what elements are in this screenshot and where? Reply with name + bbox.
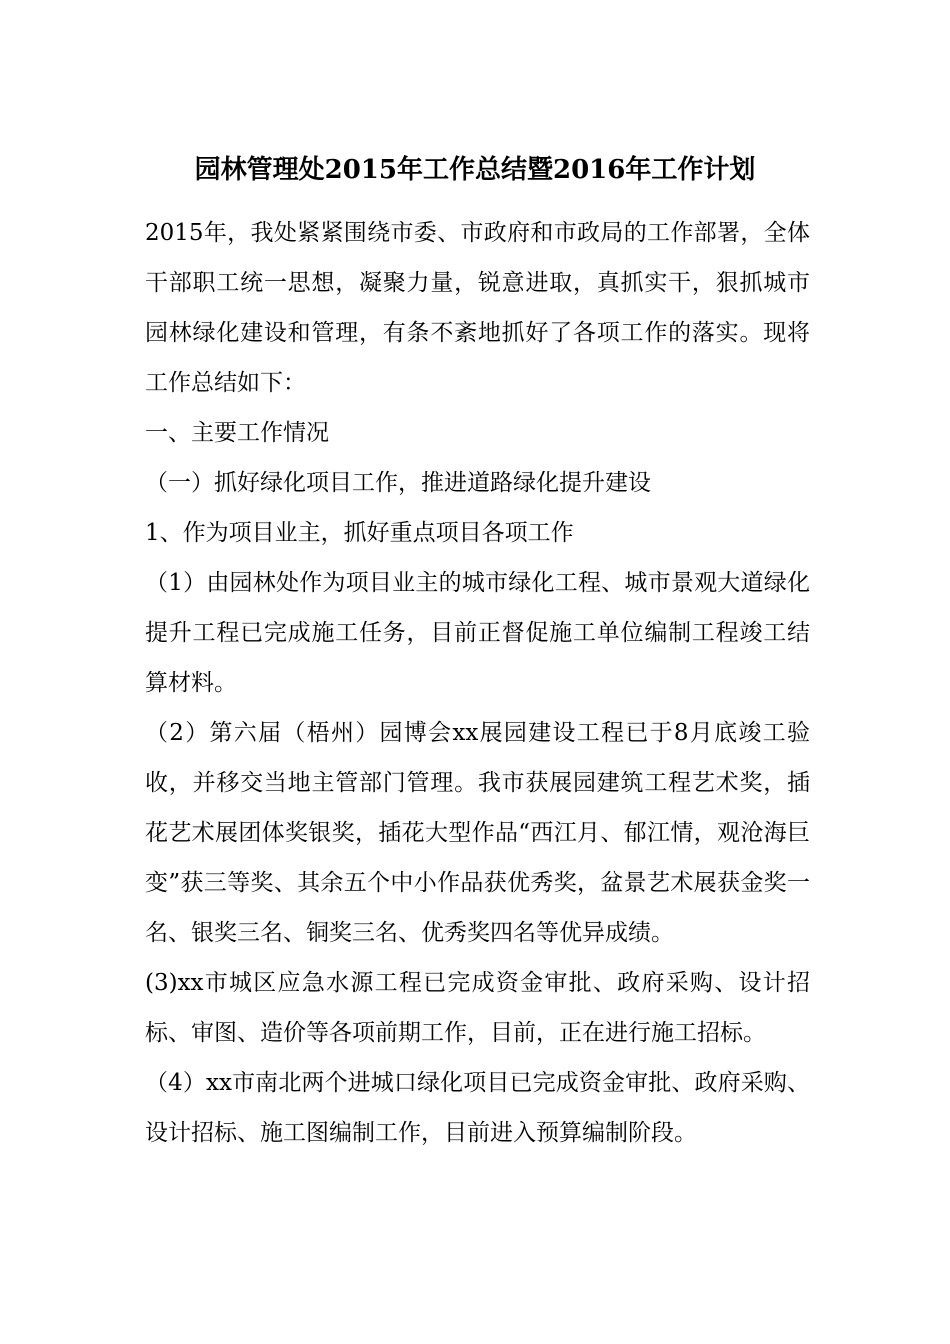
paragraph-intro: 2015年，我处紧紧围绕市委、市政府和市政局的工作部署，全体干部职工统一思想，凝聚力量，锐意进取，真抓实干，狠抓城市园林绿化建设和管理，有条不紊地抓好了各项工作的落实。现将工作总结如下： bbox=[145, 220, 810, 396]
paragraph-item-2: （2）第六届（梧州）园博会xx展园建设工程已于8月底竣工验收，并移交当地主管部门管理。我市获展园建筑工程艺术奖，插花艺术展团体奖银奖，插花大型作品“西江月、郁江情，观沧海巨变”获三等奖、其余五个中小作品获优秀奖，盆景艺术展获金奖一名、银奖三名、铜奖三名、优秀奖四名等优异成绩。 bbox=[145, 720, 810, 946]
paragraph-item-3: (3)xx市城区应急水源工程已完成资金审批、政府采购、设计招标、审图、造价等各项前期工作，目前，正在进行施工招标。 bbox=[145, 970, 810, 1046]
paragraph-item-4: （4）xx市南北两个进城口绿化项目已完成资金审批、政府采购、设计招标、施工图编制工作，目前进入预算编制阶段。 bbox=[145, 1070, 810, 1146]
heading-main-work: 一、主要工作情况 bbox=[145, 420, 329, 446]
document-title: 园林管理处2015年工作总结暨2016年工作计划 bbox=[194, 155, 756, 185]
subheading-greening-projects: （一）抓好绿化项目工作，推进道路绿化提升建设 bbox=[145, 470, 651, 496]
document-body bbox=[145, 208, 810, 1158]
paragraph-item-1: （1）由园林处作为项目业主的城市绿化工程、城市景观大道绿化提升工程已完成施工任务，目前正督促施工单位编制工程竣工结算材料。 bbox=[145, 570, 810, 696]
item-project-owner: 1、作为项目业主，抓好重点项目各项工作 bbox=[145, 520, 574, 546]
